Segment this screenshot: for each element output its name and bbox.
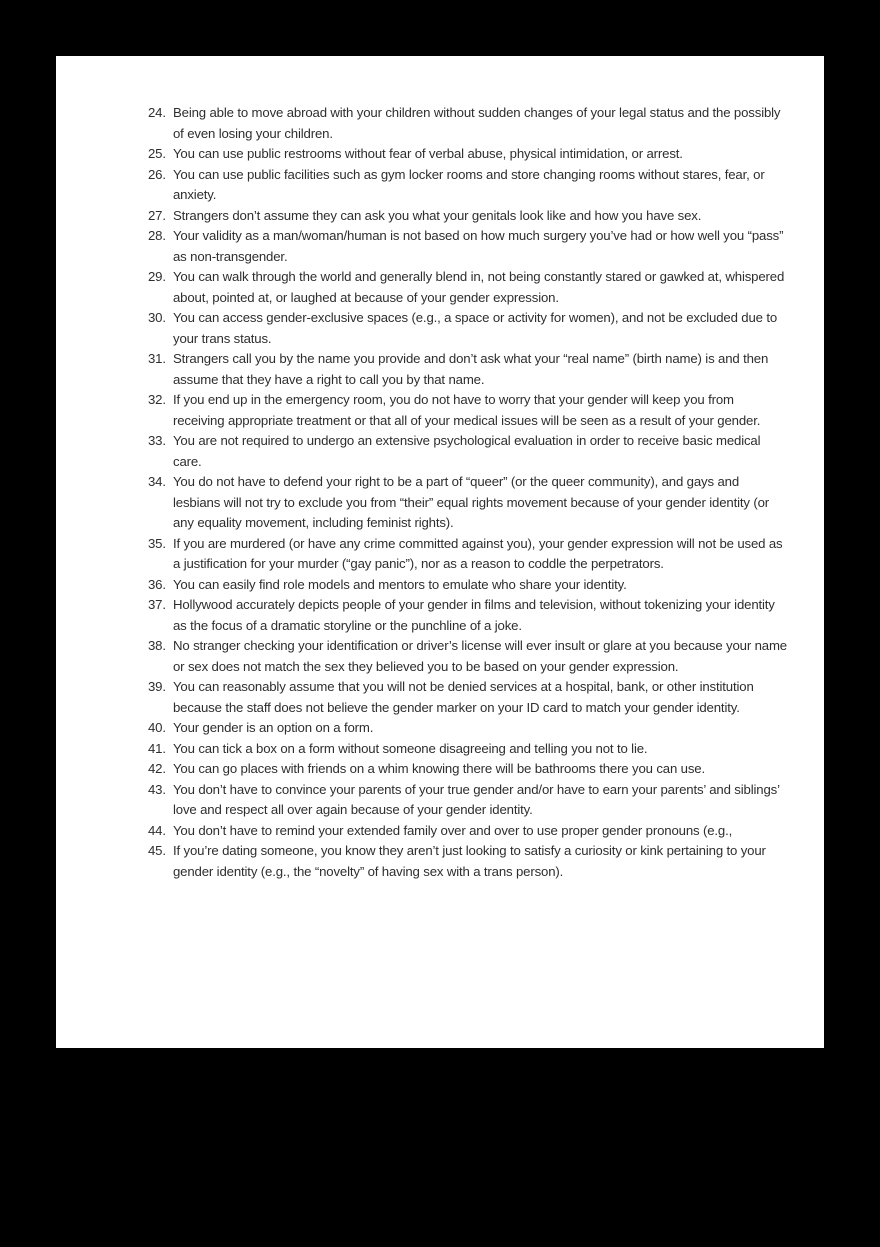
item-text: Strangers call you by the name you provide and don’t ask what your “real name” (birth name) is and then assume that they have a right to call you by that name. (173, 351, 769, 387)
item-text: You can use public facilities such as gym locker rooms and store changing rooms without stares, fear, or anxiety. (173, 166, 765, 202)
item-number: 33. (148, 433, 166, 448)
item-number: 31. (148, 351, 166, 366)
item-text: You can easily find role models and mentors to emulate who share your identity. (173, 576, 627, 592)
item-text: You are not required to undergo an extensive psychological evaluation in order to receive basic medical care. (173, 433, 761, 469)
list-item (148, 308, 788, 349)
list-item (148, 841, 788, 882)
item-text: Your validity as a man/woman/human is not based on how much surgery you’ve had or how well you “pass” as non-transgender. (173, 228, 784, 264)
item-text: Your gender is an option on a form. (173, 720, 374, 735)
item-number: 37. (148, 597, 166, 612)
item-text: If you end up in the emergency room, you do not have to worry that your gender will keep you from receiving appropriate treatment or that all of your medical issues will be seen as a result of your gender. (173, 392, 761, 428)
list-item (148, 821, 788, 842)
item-text: You don’t have to remind your extended family over and over to use proper gender pronouns (e.g., (173, 822, 733, 838)
item-number: 42. (148, 761, 166, 776)
list-item (148, 759, 788, 780)
document-page (56, 56, 824, 1048)
list-item (148, 390, 788, 431)
item-number: 27. (148, 207, 166, 223)
list-item (148, 739, 788, 760)
item-text: You can reasonably assume that you will not be denied services at a hospital, bank, or other institution because the staff does not believe the gender marker on your ID card to match your gender identity. (173, 679, 754, 715)
item-number: 40. (148, 720, 166, 735)
item-number: 35. (148, 535, 166, 551)
item-number: 30. (148, 310, 166, 325)
item-text: If you’re dating someone, you know they aren’t just looking to satisfy a curiosity or kink pertaining to your gender identity (e.g., the “novelty” of having sex with a trans person). (173, 843, 766, 879)
item-number: 39. (148, 679, 166, 694)
item-text: You can walk through the world and generally blend in, not being constantly stared or gawked at, whispered about, pointed at, or laughed at because of your gender expression. (173, 269, 785, 305)
list-item (148, 595, 788, 636)
item-text: You can access gender-exclusive spaces (e.g., a space or activity for women), and not be excluded due to your trans status. (173, 310, 778, 346)
item-text: Strangers don’t assume they can ask you what your genitals look like and how you have sex. (173, 207, 702, 223)
item-number: 43. (148, 781, 166, 797)
list-item (148, 431, 788, 472)
item-number: 34. (148, 474, 166, 489)
list-item (148, 103, 788, 144)
list-item (148, 206, 788, 227)
item-number: 45. (148, 843, 166, 858)
item-number: 36. (148, 576, 166, 592)
item-number: 28. (148, 228, 166, 243)
item-text: You do not have to defend your right to be a part of “queer” (or the queer community), and gays and lesbians will not try to exclude you from “their” equal rights movement because of your gender identity (or any equality movement, including feminist rights). (173, 474, 769, 530)
list-item (148, 144, 788, 165)
item-number: 29. (148, 269, 166, 284)
item-text: No stranger checking your identification or driver’s license will ever insult or glare at you because your name or sex does not match the sex they believed you to be based on your gender expression. (173, 638, 787, 674)
item-text: Being able to move abroad with your children without sudden changes of your legal status and the possibly of even losing your children. (173, 105, 781, 141)
item-number: 26. (148, 166, 166, 182)
item-text: You can use public restrooms without fear of verbal abuse, physical intimidation, or arrest. (173, 146, 683, 161)
list-item (148, 472, 788, 534)
list-item (148, 226, 788, 267)
list-item (148, 165, 788, 206)
item-number: 25. (148, 146, 166, 161)
item-number: 41. (148, 740, 166, 756)
item-number: 38. (148, 638, 166, 653)
list-item (148, 267, 788, 308)
item-number: 32. (148, 392, 166, 407)
item-text: Hollywood accurately depicts people of your gender in films and television, without tokenizing your identity as the focus of a dramatic storyline or the punchline of a joke. (173, 597, 775, 633)
item-text: You can go places with friends on a whim knowing there will be bathrooms there you can use. (173, 761, 705, 776)
privilege-list (148, 103, 788, 882)
item-number: 24. (148, 105, 166, 120)
list-item (148, 677, 788, 718)
list-item (148, 718, 788, 739)
item-text: You can tick a box on a form without someone disagreeing and telling you not to lie. (173, 740, 648, 756)
list-item (148, 534, 788, 575)
list-item (148, 636, 788, 677)
list-item (148, 575, 788, 596)
list-item (148, 780, 788, 821)
list-item (148, 349, 788, 390)
item-text: You don’t have to convince your parents of your true gender and/or have to earn your parents’ and siblings’ love and respect all over again because of your gender identity. (173, 781, 780, 817)
item-text: If you are murdered (or have any crime committed against you), your gender expression will not be used as a justification for your murder (“gay panic”), nor as a reason to coddle the perpetrators. (173, 535, 783, 571)
item-number: 44. (148, 822, 166, 838)
